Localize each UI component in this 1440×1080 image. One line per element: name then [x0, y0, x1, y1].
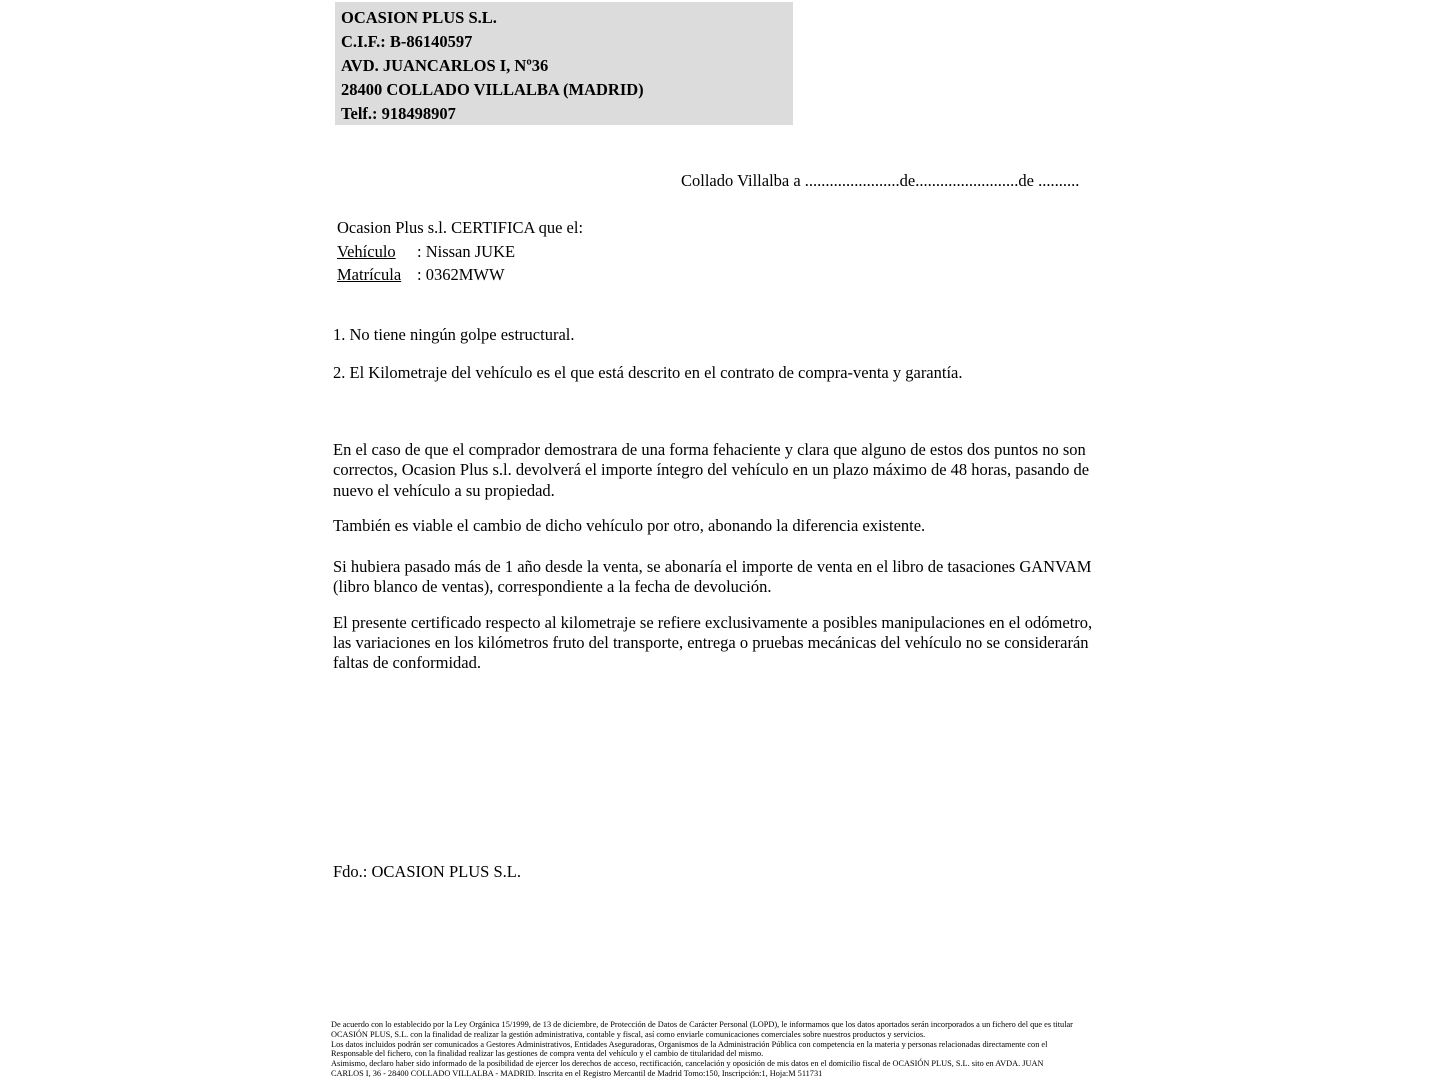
terms-text	[333, 440, 1100, 690]
plate-field-row	[337, 263, 583, 287]
legal-line-5: Asimismo, declaro haber sido informado de la posibilidad de ejercer los derechos de acceso, rectificación, cancelación y oposición de mis datos en el domicilio fiscal de OCASIÓN PLUS, S.L. sito en AVDA. JUAN	[331, 1059, 1044, 1069]
point-2: 2. El Kilometraje del vehículo es el que está descrito en el contrato de compra-venta y garantía.	[333, 363, 963, 382]
plate-value: : 0362MWW	[417, 265, 505, 284]
company-address: AVD. JUANCARLOS I, Nº36	[341, 56, 549, 75]
date-fill-in-line: Collado Villalba a .......................de.........................de ..........	[681, 171, 1080, 190]
company-phone: Telf.: 918498907	[341, 104, 456, 123]
vehicle-field-row	[337, 240, 583, 264]
company-header-box	[335, 2, 793, 125]
certified-points	[333, 325, 1103, 401]
plate-label: Matrícula	[337, 265, 402, 284]
legal-line-4: Responsable del fichero, con la finalidad realizar las gestiones de compra venta del vehículo y el cambio de titularidad del mismo.	[331, 1049, 764, 1059]
certification-block	[337, 216, 583, 287]
paragraph-ganvam: Si hubiera pasado más de 1 año desde la venta, se abonaría el importe de venta en el libro de tasaciones GANVAM (libro blanco de ventas), correspondiente a la fecha de devolución.	[333, 557, 1092, 597]
point-1: 1. No tiene ningún golpe estructural.	[333, 325, 575, 344]
legal-footer	[331, 1020, 1111, 1079]
legal-line-1: De acuerdo con lo establecido por la Ley Orgánica 15/1999, de 13 de diciembre, de Protección de Datos de Carácter Personal (LOPD), le informamos que los datos aportados serán incorporados a un fichero del que es titular	[331, 1020, 1073, 1029]
vehicle-label: Vehículo	[337, 241, 396, 261]
paragraph-exchange: También es viable el cambio de dicho vehículo por otro, abonando la diferencia existente.	[333, 515, 926, 535]
company-city: 28400 COLLADO VILLALBA (MADRID)	[341, 80, 644, 99]
legal-line-2: OCASIÓN PLUS, S.L. con la finalidad de realizar la gestión administrativa, contable y fiscal, así como enviarle comunicaciones comerciales sobre nuestros productos y servicios.	[331, 1029, 926, 1039]
legal-line-6: CARLOS I, 36 - 28400 COLLADO VILLALBA - MADRID. Inscrita en el Registro Mercantil de Madrid Tomo:150, Inscripción:1, Hoja:M 511731	[331, 1068, 823, 1078]
paragraph-refund: En el caso de que el comprador demostrara de una forma fehaciente y clara que alguno de estos dos puntos no son correctos, Ocasion Plus s.l. devolverá el importe íntegro del vehículo en un plazo máximo de 48 horas, pasando de nuevo el vehículo a su propiedad.	[333, 440, 1090, 500]
certification-intro: Ocasion Plus s.l. CERTIFICA que el:	[337, 218, 584, 237]
company-cif: C.I.F.: B-86140597	[341, 32, 473, 51]
vehicle-value: : Nissan JUKE	[417, 241, 516, 261]
company-name: OCASION PLUS S.L.	[341, 8, 497, 27]
signature-line: Fdo.: OCASION PLUS S.L.	[333, 862, 521, 881]
legal-line-3: Los datos incluidos podrán ser comunicados a Gestores Administrativos, Entidades Aseguradoras, Organismos de la Administración Pública con competencia en la materia y personas relacionadas directamente con el	[331, 1039, 1048, 1049]
paragraph-odometer: El presente certificado respecto al kilometraje se refiere exclusivamente a posibles manipulaciones en el odómetro, las variaciones en los kilómetros fruto del transporte, entrega o pruebas mecánicas del vehículo no se considerarán faltas de conformidad.	[333, 612, 1093, 673]
